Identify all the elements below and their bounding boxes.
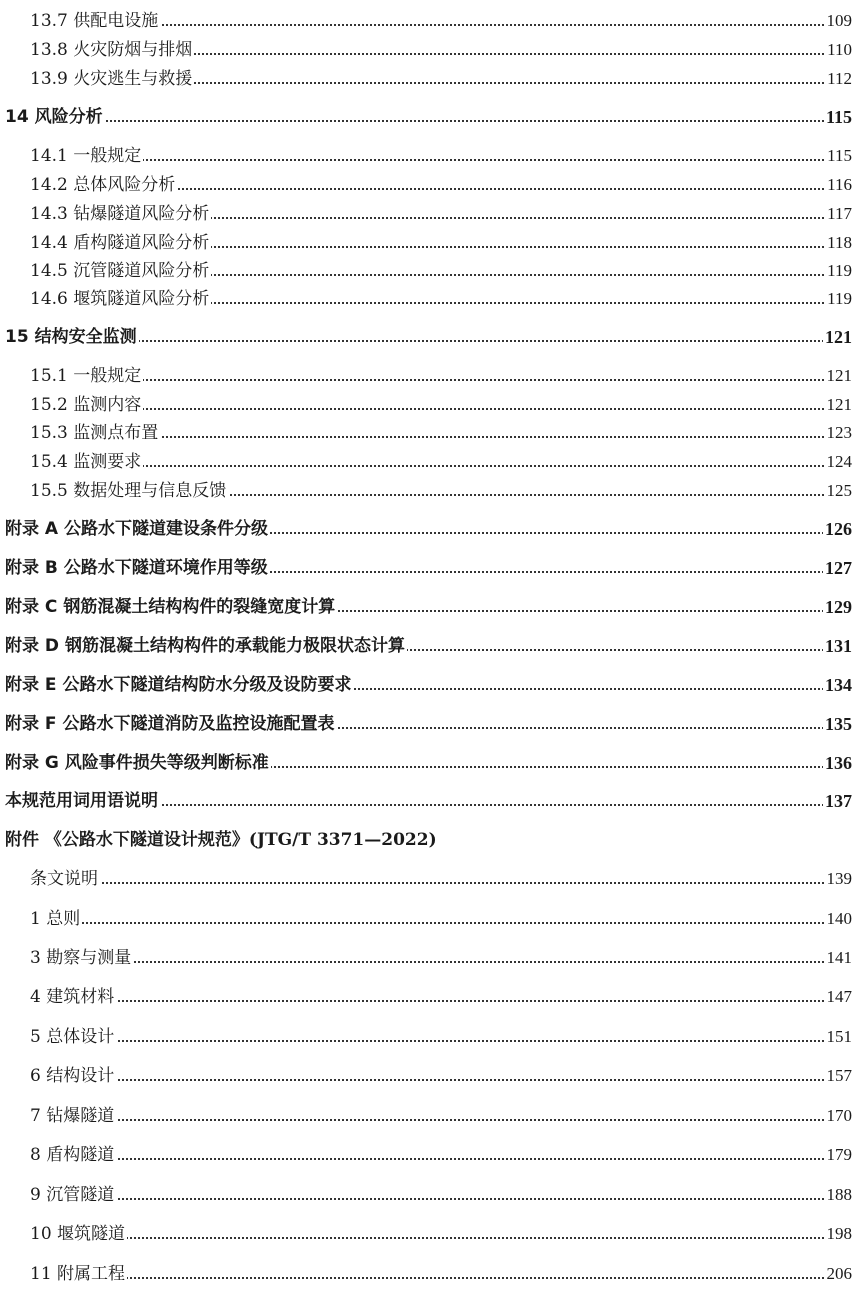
toc-leader-dots	[38, 1198, 840, 1200]
toc-page-number: 140	[825, 907, 853, 931]
toc-entry	[0, 946, 858, 970]
toc-entry-title: 14.2 总体风险分析	[30, 175, 176, 195]
toc-entry	[0, 479, 858, 503]
toc-entry-title: 15.3 监测点布置	[30, 423, 159, 443]
toc-page-number: 109	[825, 9, 853, 33]
toc-page-number: 124	[825, 450, 853, 474]
toc-page-number: 121	[825, 364, 853, 388]
toc-entry-title: 14.6 堰筑隧道风险分析	[30, 289, 210, 309]
toc-entry-title: 15.1 一般规定	[30, 366, 142, 386]
toc-entry-title: 附录 A 公路水下隧道建设条件分级	[5, 519, 268, 539]
toc-entry-title: 9 沉管隧道	[30, 1185, 115, 1205]
toc-entry-title: 附录 D 钢筋混凝土结构构件的承载能力极限状态计算	[5, 636, 405, 656]
toc-page-number: 123	[825, 421, 853, 445]
toc-leader-dots	[38, 1079, 840, 1081]
toc-page-number: 127	[825, 558, 852, 578]
toc-entry-title: 10 堰筑隧道	[30, 1224, 126, 1244]
toc-leader-dots	[13, 120, 840, 122]
toc-entry-title: 条文说明	[30, 869, 98, 889]
toc-entry	[0, 144, 858, 168]
toc-entry	[0, 421, 858, 445]
toc-entry-title: 6 结构设计	[30, 1066, 115, 1086]
toc-leader-dots	[38, 922, 840, 924]
toc-page-number: 115	[825, 107, 852, 127]
toc-entry-title: 附录 F 公路水下隧道消防及监控设施配置表	[5, 714, 335, 734]
toc-entry-title: 1 总则	[30, 909, 81, 929]
toc-page-number: 112	[825, 67, 852, 91]
toc-entry-title: 附录 G 风险事件损失等级判断标准	[5, 753, 269, 773]
toc-entry-title: 附录 B 公路水下隧道环境作用等级	[5, 558, 268, 578]
toc-entry	[0, 634, 858, 658]
toc-page-number: 134	[825, 675, 852, 695]
toc-entry-title: 15.4 监测要求	[30, 452, 142, 472]
toc-entry-title: 8 盾构隧道	[30, 1145, 115, 1165]
toc-leader-dots	[38, 159, 840, 161]
toc-entry-title: 14.1 一般规定	[30, 146, 142, 166]
toc-page-number: 121	[825, 393, 853, 417]
toc-entry	[0, 1183, 858, 1207]
toc-entry	[0, 287, 858, 311]
toc-entry-title: 13.7 供配电设施	[30, 11, 159, 31]
toc-page-number: 206	[825, 1262, 853, 1286]
toc-entry	[0, 38, 858, 62]
toc-page-number: 126	[825, 519, 852, 539]
toc-entry	[0, 1222, 858, 1246]
toc-entry	[0, 907, 858, 931]
toc-page-number: 147	[825, 985, 853, 1009]
toc-entry-title: 4 建筑材料	[30, 987, 115, 1007]
toc-entry-title: 14.4 盾构隧道风险分析	[30, 233, 210, 253]
toc-entry	[0, 673, 858, 697]
toc-entry-title: 附录 C 钢筋混凝土结构构件的裂缝宽度计算	[5, 597, 336, 617]
toc-entry	[0, 828, 858, 852]
toc-page-number: 119	[825, 259, 852, 283]
toc-page-number: 117	[825, 202, 852, 226]
toc-page-number: 110	[825, 38, 852, 62]
toc-leader-dots	[38, 379, 840, 381]
toc-leader-dots	[38, 1237, 840, 1239]
toc-page-number: 136	[825, 753, 852, 773]
toc-entry	[0, 325, 858, 349]
toc-entry	[0, 105, 858, 129]
toc-leader-dots	[38, 1119, 840, 1121]
toc-entry	[0, 1104, 858, 1128]
toc-leader-dots	[38, 1040, 840, 1042]
toc-page-number: 137	[825, 791, 852, 811]
toc-entry	[0, 202, 858, 226]
toc-page-number: 115	[825, 144, 852, 168]
toc-page-number: 139	[825, 867, 853, 891]
toc-entry-title: 13.9 火灾逃生与救援	[30, 69, 193, 89]
toc-entry	[0, 712, 858, 736]
toc-entry-title: 15.2 监测内容	[30, 395, 142, 415]
toc-entry-title: 本规范用词用语说明	[5, 791, 158, 811]
toc-leader-dots	[38, 1277, 840, 1279]
toc-entry	[0, 595, 858, 619]
toc-leader-dots	[38, 408, 840, 410]
toc-page-number: 131	[825, 636, 852, 656]
toc-page-number: 170	[825, 1104, 853, 1128]
toc-page-number: 119	[825, 287, 852, 311]
toc-page-number: 118	[825, 231, 852, 255]
toc-entry-title: 15.5 数据处理与信息反馈	[30, 481, 227, 501]
toc-page-number: 141	[825, 946, 853, 970]
toc-entry	[0, 517, 858, 541]
toc-page-number: 116	[825, 173, 852, 197]
toc-page-number: 151	[825, 1025, 853, 1049]
toc-entry	[0, 67, 858, 91]
toc-entry-title: 11 附属工程	[30, 1264, 126, 1284]
toc-entry-title: 3 勘察与测量	[30, 948, 132, 968]
toc-entry-title: 附录 E 公路水下隧道结构防水分级及设防要求	[5, 675, 352, 695]
toc-entry-title: 7 钻爆隧道	[30, 1106, 115, 1126]
toc-entry	[0, 1262, 858, 1286]
toc-entry-title: 15 结构安全监测	[5, 327, 137, 347]
toc-leader-dots	[38, 1158, 840, 1160]
toc-entry-title: 14.5 沉管隧道风险分析	[30, 261, 210, 281]
toc-entry	[0, 231, 858, 255]
toc-entry	[0, 364, 858, 388]
toc-entry-title: 13.8 火灾防烟与排烟	[30, 40, 193, 60]
toc-entry	[0, 556, 858, 580]
toc-entry	[0, 985, 858, 1009]
toc-page-number: 188	[825, 1183, 853, 1207]
toc-leader-dots	[38, 465, 840, 467]
toc-entry	[0, 751, 858, 775]
toc-entry	[0, 9, 858, 33]
toc-page-number: 157	[825, 1064, 853, 1088]
toc-entry-title: 5 总体设计	[30, 1027, 115, 1047]
toc-entry	[0, 867, 858, 891]
toc-page-number: 179	[825, 1143, 853, 1167]
toc-entry-title: 附件 《公路水下隧道设计规范》(JTG/T 3371—2022)	[5, 830, 437, 850]
toc-entry	[0, 450, 858, 474]
toc-entry	[0, 393, 858, 417]
toc-page-number: 125	[825, 479, 853, 503]
toc-page-number: 198	[825, 1222, 853, 1246]
toc-entry	[0, 1025, 858, 1049]
toc-page-number: 121	[825, 327, 852, 347]
toc-entry	[0, 1064, 858, 1088]
toc-leader-dots	[38, 882, 840, 884]
toc-entry	[0, 1143, 858, 1167]
toc-leader-dots	[38, 1000, 840, 1002]
toc-entry	[0, 259, 858, 283]
toc-entry-title: 14.3 钻爆隧道风险分析	[30, 204, 210, 224]
toc-entry-title: 14 风险分析	[5, 107, 103, 127]
toc-entry	[0, 789, 858, 813]
toc-entry	[0, 173, 858, 197]
toc-page-number: 135	[825, 714, 852, 734]
toc-page-number: 129	[825, 597, 852, 617]
toc-leader-dots	[38, 961, 840, 963]
